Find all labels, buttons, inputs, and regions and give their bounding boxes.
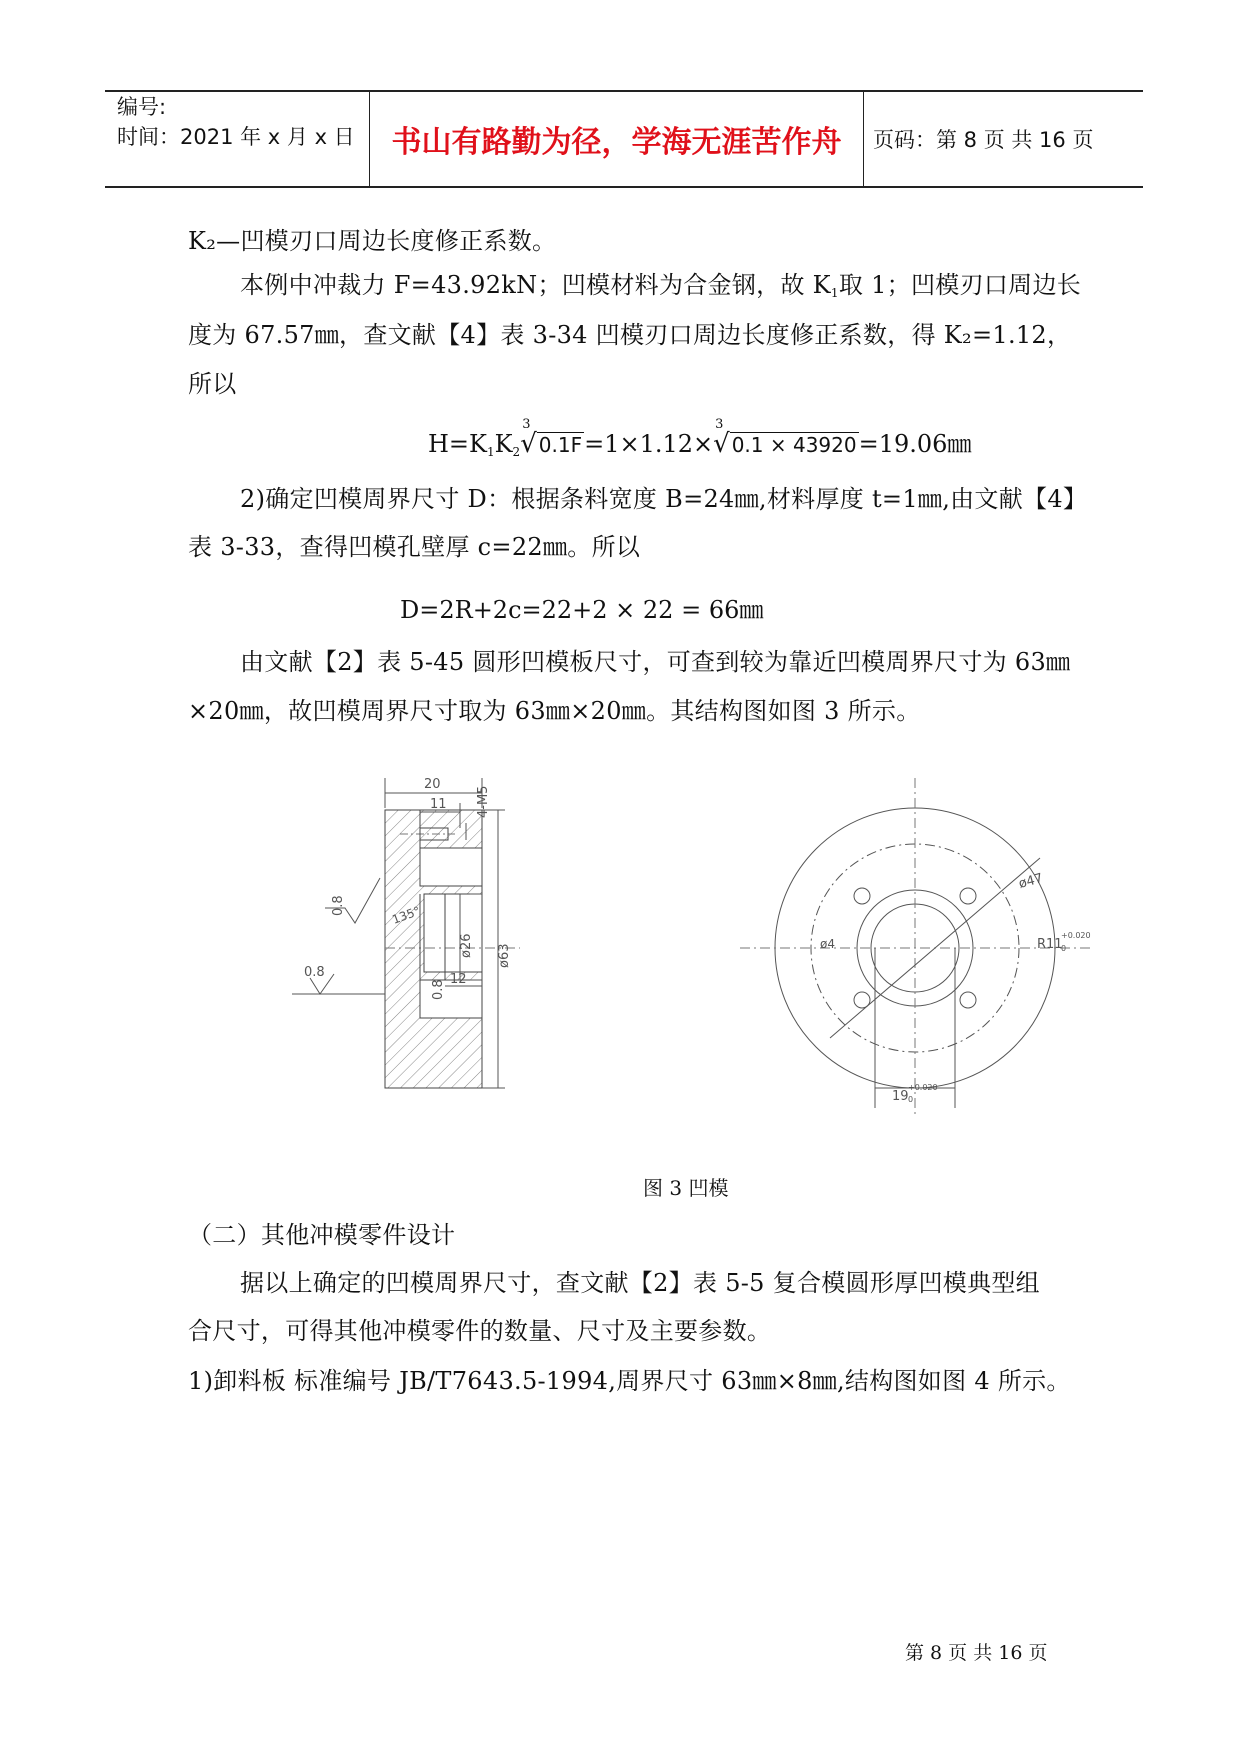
cube-root: 3 √ 0.1F	[520, 417, 583, 459]
dim-label: R11	[1037, 937, 1063, 952]
tolerance-label: 0	[908, 1095, 914, 1104]
page-header	[105, 90, 1143, 188]
cube-root: 3 √ 0.1 × 43920	[713, 417, 857, 459]
radicand: 0.1F	[538, 433, 583, 457]
tolerance-label: 0	[1061, 944, 1067, 953]
page-footer: 第 8 页 共 16 页	[905, 1642, 1048, 1664]
formula-text: H=K	[428, 430, 487, 458]
header-meta	[117, 92, 355, 152]
formula-h: $H=K_1K_2$ 3 √ 0.1F=1×1.12× 3 √ 0.1 × 43920=19.06㎜	[428, 417, 972, 459]
formula-d: D=2R+2c=22+2 × 22 = 66㎜	[400, 596, 764, 624]
tolerance-label: +0.020	[908, 1083, 938, 1092]
header-motto: 书山有路勤为径，学海无涯苦作舟	[391, 125, 842, 160]
angle-label: 135°	[390, 903, 423, 927]
dim-label: 20	[424, 777, 441, 792]
plan-view	[740, 778, 1091, 1118]
tolerance-label: +0.020	[1061, 931, 1091, 940]
paragraph-line: ×20㎜，故凹模周界尺寸取为 63㎜×20㎜。其结构图如图 3 所示。	[188, 697, 921, 725]
roughness-label: 0.8	[431, 979, 446, 1000]
dim-label: 19	[892, 1089, 909, 1104]
paragraph-line: 合尺寸，可得其他冲模零件的数量、尺寸及主要参数。	[188, 1317, 772, 1345]
radicand: 0.1 × 43920	[731, 433, 857, 457]
paragraph-line: 由文献【2】表 5-45 圆形凹模板尺寸，可查到较为靠近凹模周界尺寸为 63㎜	[240, 648, 1071, 676]
text-span: 本例中冲裁力 F=43.92kN；凹模材料为合金钢，故 K	[240, 271, 831, 299]
paragraph-line: 度为 67.57㎜，查文献【4】表 3-34 凹模刃口周边长度修正系数，得 K₂=1.12，	[188, 321, 1072, 349]
dim-label: ø63	[497, 943, 512, 968]
paragraph-line: 所以	[188, 370, 237, 398]
section-view	[292, 777, 520, 1088]
paragraph-line: 1)卸料板 标准编号 JB/T7643.5-1994,周界尺寸 63㎜×8㎜,结构图如图 4 所示。	[188, 1367, 1071, 1395]
dim-label: ø4	[820, 937, 835, 951]
dim-label: ø26	[459, 933, 474, 958]
header-page-label: 页码：第 8 页 共 16 页	[873, 128, 1094, 152]
paragraph-line: 据以上确定的凹模周界尺寸，查文献【2】表 5-5 复合模圆形厚凹模典型组	[240, 1269, 1040, 1297]
die-drawing	[304, 748, 1100, 1138]
paragraph-line: 表 3-33，查得凹模孔壁厚 c=22㎜。所以	[188, 533, 641, 561]
formula-text: =19.06㎜	[858, 430, 972, 458]
header-time-label: 时间：2021 年 x 月 x 日	[117, 125, 355, 149]
roughness-label: 0.8	[304, 965, 325, 980]
dim-label: 4-M5	[476, 785, 491, 818]
dim-label: 11	[430, 797, 447, 812]
formula-text: =1×1.12×	[584, 430, 714, 458]
roughness-label: 0.8	[331, 895, 346, 916]
header-divider	[863, 92, 864, 186]
paragraph-line: 本例中冲裁力 F=43.92kN；凹模材料为合金钢，故 $K_1$取 1；凹模刃口周边长	[240, 271, 1082, 300]
paragraph-line: K₂—凹模刃口周边长度修正系数。	[188, 227, 557, 255]
header-number-label: 编号:	[117, 95, 167, 119]
figure-caption: 图 3 凹模	[643, 1176, 729, 1200]
section-heading: （二）其他冲模零件设计	[188, 1221, 456, 1249]
text-span: 取 1；凹模刃口周边长	[838, 271, 1082, 299]
dim-label: 12	[450, 972, 467, 987]
dim-label: ø47	[1017, 871, 1045, 892]
paragraph-line: 2)确定凹模周界尺寸 D：根据条料宽度 B=24㎜,材料厚度 t=1㎜,由文献【4】	[240, 485, 1088, 513]
